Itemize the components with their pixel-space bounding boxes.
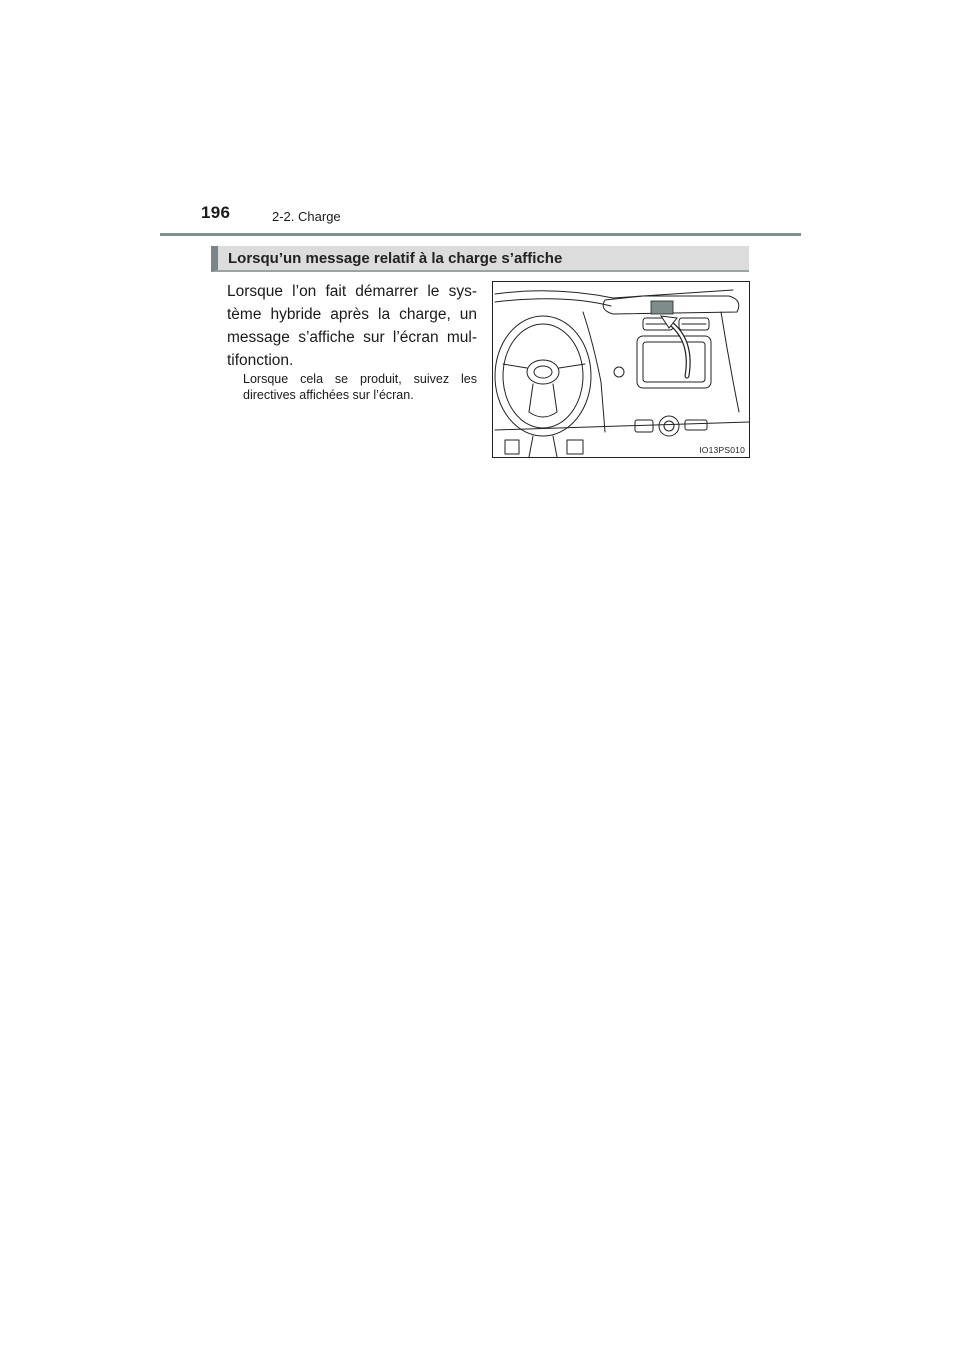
- header-rule: [160, 233, 801, 236]
- dashboard-drawing: [493, 282, 749, 457]
- dash-body: [583, 312, 605, 432]
- highlighted-display: [651, 301, 673, 314]
- section-heading-text: Lorsqu’un message relatif à la charge s’affiche: [228, 250, 563, 267]
- dashboard-illustration: [492, 281, 750, 458]
- body-paragraph: Lorsque l’on fait démarrer le sys-tème hybride après la charge, un message s’affiche sur l’écran mul-tifonction.: [227, 283, 477, 369]
- figure-code: IO13PS010: [699, 445, 745, 455]
- center-display: [637, 336, 711, 388]
- running-header: 2-2. Charge: [272, 209, 341, 224]
- steering-hub: [527, 360, 559, 384]
- shift-knob: [659, 416, 679, 436]
- note-paragraph: Lorsque cela se produit, suivez les directives affichées sur l’écran.: [243, 372, 477, 402]
- section-heading: [211, 246, 749, 272]
- page-number: 196: [201, 203, 231, 222]
- steering-wheel: [495, 316, 591, 436]
- dash-top-line: [495, 290, 733, 298]
- dash-top-line-2: [495, 299, 611, 306]
